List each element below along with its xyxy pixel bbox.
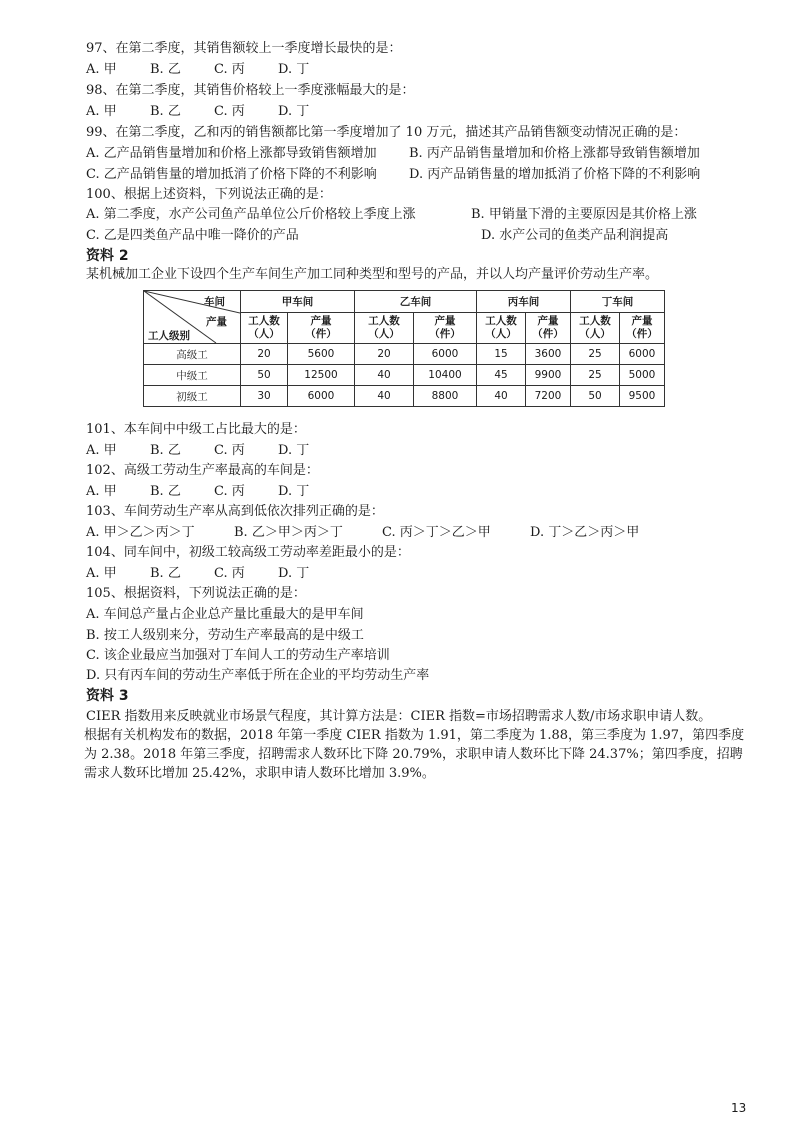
paragraph-line: 为 2.38。2018 年第三季度，招聘需求人数环比下降 20.79%，求职申请人数环比下降 24.37%；第四季度，招聘 [84,747,743,762]
option-a: A. 第二季度，水产公司鱼产品单位公斤价格较上季度上涨 [86,207,416,222]
option-a: A. 甲 [86,566,117,581]
subheader-workers: 工人数 （人） [355,313,414,344]
table-cell: 12500 [288,365,355,386]
table-cell: 7200 [526,386,571,407]
table-cell: 10400 [414,365,477,386]
option-b: B. 乙 [150,484,181,499]
option-d: D. 水产公司的鱼类产品利润提高 [481,228,669,243]
options-98 [86,103,309,121]
question-99: 99、在第二季度，乙和丙的销售额都比第一季度增加了 10 万元，描述其产品销售额变动情况正确的是： [86,125,687,140]
table-cell: 3600 [526,344,571,365]
table-row [144,386,665,407]
workshop-table [143,290,665,407]
options-100-row1 [86,206,697,224]
subheader-output: 产量 （件） [526,313,571,344]
corner-output-label: 产量 [206,316,227,328]
options-97 [86,61,309,79]
table-cell: 20 [241,344,288,365]
level-cell: 高级工 [144,344,241,365]
workshop-header: 甲车间 [241,291,355,313]
option-d: D. 只有丙车间的劳动生产率低于所在企业的平均劳动生产率 [86,668,430,683]
table-cell: 6000 [414,344,477,365]
table-corner-cell [144,291,241,344]
level-cell: 初级工 [144,386,241,407]
table-cell: 45 [477,365,526,386]
option-c: C. 丙＞丁＞乙＞甲 [382,525,491,540]
option-c: C. 丙 [214,443,245,458]
question-103: 103、车间劳动生产率从高到低依次排列正确的是： [86,504,384,519]
subheader-output: 产量 （件） [288,313,355,344]
question-102: 102、高级工劳动生产率最高的车间是： [86,463,319,478]
options-101 [86,442,309,460]
paragraph-line: CIER 指数用来反映就业市场景气程度，其计算方法是：CIER 指数=市场招聘需求人数/市场求职申请人数。 [86,709,712,724]
option-d: D. 丁＞乙＞丙＞甲 [530,525,640,540]
option-b: B. 乙 [150,104,181,119]
material-3-paragraph [84,707,745,783]
option-b: B. 乙＞甲＞丙＞丁 [234,525,343,540]
options-100-row2 [86,227,668,245]
corner-level-label: 工人级别 [148,330,190,342]
page-number: 13 [731,1101,747,1115]
table-cell: 40 [355,386,414,407]
option-b: B. 甲销量下滑的主要原因是其价格上涨 [471,207,697,222]
material-3-heading: 资料 3 [86,688,129,704]
subheader-workers: 工人数 （人） [477,313,526,344]
option-d: D. 丙产品销售量的增加抵消了价格下降的不利影响 [409,167,701,182]
options-99-row2 [86,166,700,184]
option-a: A. 乙产品销售量增加和价格上涨都导致销售额增加 [86,146,377,161]
table-cell: 30 [241,386,288,407]
options-102 [86,483,309,501]
question-105: 105、根据资料，下列说法正确的是： [86,586,306,601]
workshop-header: 丁车间 [571,291,665,313]
table-cell: 8800 [414,386,477,407]
table-cell: 50 [571,386,620,407]
subheader-workers: 工人数 （人） [241,313,288,344]
level-cell: 中级工 [144,365,241,386]
workshop-header: 乙车间 [355,291,477,313]
table-cell: 20 [355,344,414,365]
option-b: B. 乙 [150,443,181,458]
option-b: B. 乙 [150,62,181,77]
workshop-header: 丙车间 [477,291,571,313]
option-d: D. 丁 [278,62,310,77]
option-c: C. 丙 [214,62,245,77]
option-c: C. 乙产品销售量的增加抵消了价格下降的不利影响 [86,167,377,182]
table-cell: 9500 [620,386,665,407]
options-103 [86,524,639,542]
option-b: B. 乙 [150,566,181,581]
table-cell: 6000 [288,386,355,407]
option-d: D. 丁 [278,104,310,119]
table-row [144,365,665,386]
option-c: C. 该企业最应当加强对丁车间人工的劳动生产率培训 [86,648,390,663]
table-cell: 25 [571,365,620,386]
paragraph-line: 根据有关机构发布的数据，2018 年第一季度 CIER 指数为 1.91，第二季度为 1.88，第三季度为 1.97，第四季度 [84,728,745,743]
option-a: A. 甲 [86,62,117,77]
question-97: 97、在第二季度，其销售额较上一季度增长最快的是： [86,41,402,56]
option-b: B. 丙产品销售量增加和价格上涨都导致销售额增加 [409,146,700,161]
table-cell: 40 [477,386,526,407]
option-a: A. 车间总产量占企业总产量比重最大的是甲车间 [86,607,364,622]
table-cell: 25 [571,344,620,365]
option-b: B. 按工人级别来分，劳动生产率最高的是中级工 [86,628,364,643]
option-d: D. 丁 [278,484,310,499]
option-a: A. 甲 [86,484,117,499]
options-99-row1 [86,145,700,163]
option-c: C. 乙是四类鱼产品中唯一降价的产品 [86,228,299,243]
option-c: C. 丙 [214,104,245,119]
table-cell: 40 [355,365,414,386]
option-c: C. 丙 [214,484,245,499]
paragraph-line: 需求人数环比增加 25.42%，求职申请人数环比增加 3.9%。 [84,766,435,781]
corner-workshop-label: 车间 [204,296,225,308]
question-100: 100、根据上述资料，下列说法正确的是： [86,187,332,202]
option-a: A. 甲＞乙＞丙＞丁 [86,525,195,540]
question-101: 101、本车间中中级工占比最大的是： [86,422,306,437]
subheader-output: 产量 （件） [414,313,477,344]
option-a: A. 甲 [86,104,117,119]
table-cell: 15 [477,344,526,365]
subheader-output: 产量 （件） [620,313,665,344]
table-cell: 6000 [620,344,665,365]
material-2-heading: 资料 2 [86,248,129,264]
option-d: D. 丁 [278,443,310,458]
subheader-workers: 工人数 （人） [571,313,620,344]
question-104: 104、同车间中，初级工较高级工劳动率差距最小的是： [86,545,410,560]
table-cell: 9900 [526,365,571,386]
table-row [144,344,665,365]
option-d: D. 丁 [278,566,310,581]
table-cell: 5000 [620,365,665,386]
options-104 [86,565,309,583]
option-c: C. 丙 [214,566,245,581]
option-a: A. 甲 [86,443,117,458]
question-98: 98、在第二季度，其销售价格较上一季度涨幅最大的是： [86,83,415,98]
table-cell: 50 [241,365,288,386]
table-cell: 5600 [288,344,355,365]
material-2-intro: 某机械加工企业下设四个生产车间生产加工同种类型和型号的产品，并以人均产量评价劳动生产率。 [86,267,659,282]
